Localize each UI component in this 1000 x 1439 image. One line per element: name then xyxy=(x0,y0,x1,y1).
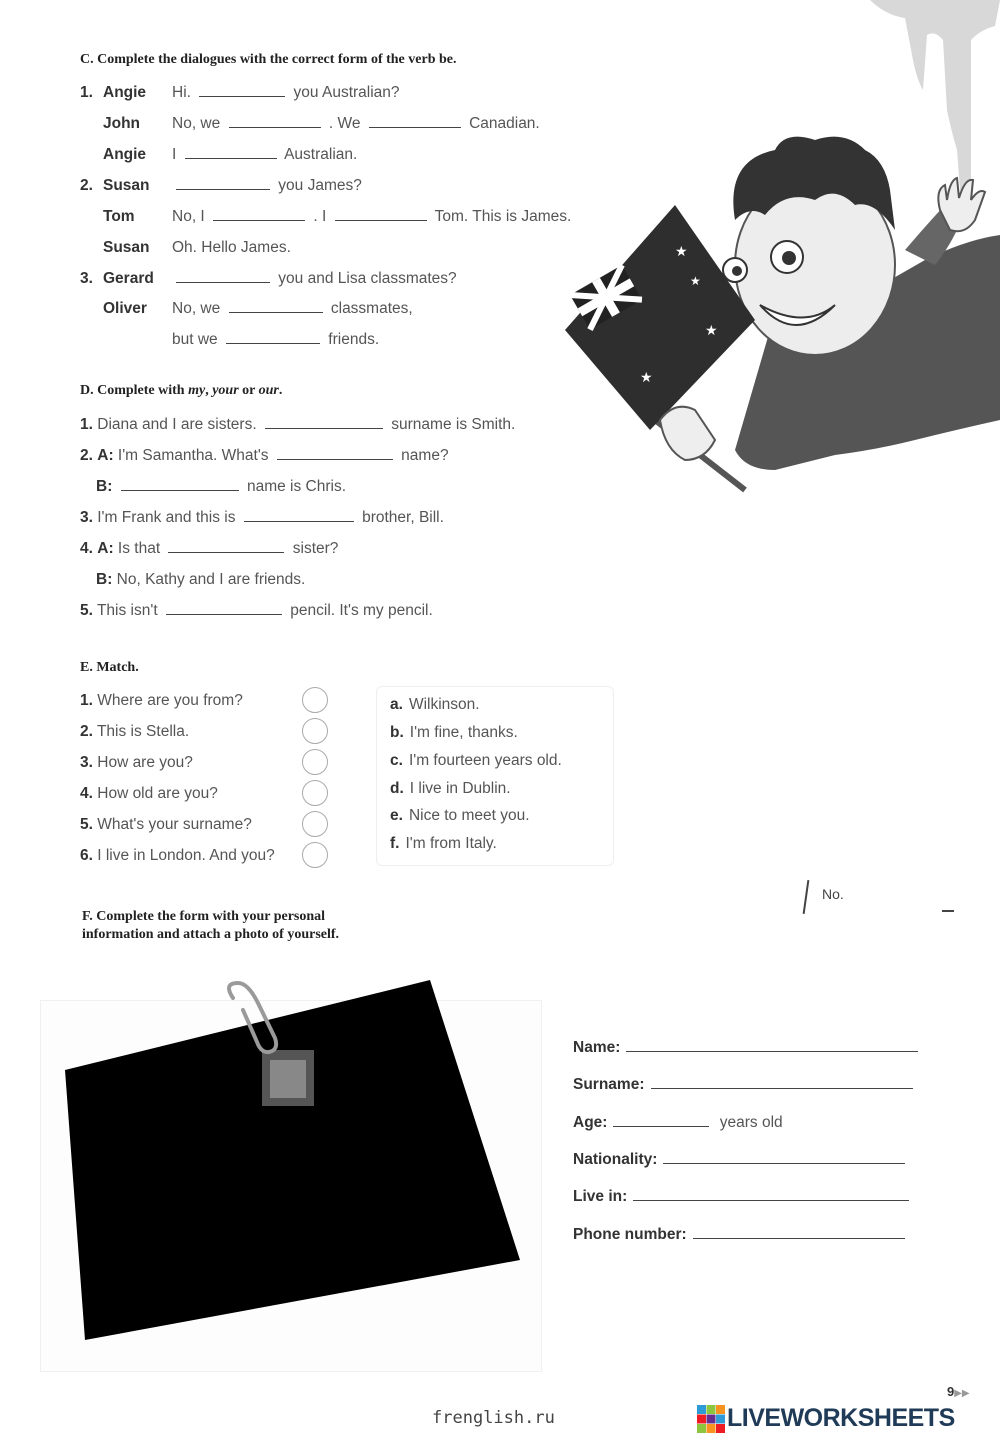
exercise-item xyxy=(96,478,346,496)
field-phone xyxy=(573,1226,905,1244)
answer-blank[interactable] xyxy=(335,219,427,221)
match-answer xyxy=(390,724,518,742)
match-answer xyxy=(390,807,530,825)
dialogue-speaker: Angie xyxy=(103,146,147,163)
field-nationality xyxy=(573,1151,905,1169)
answer-letter: f. xyxy=(390,835,400,852)
answer-letter: b. xyxy=(390,724,404,741)
item-number: 1. xyxy=(80,416,93,433)
section-f-heading xyxy=(82,908,339,944)
dialogue-text: classmates, xyxy=(326,300,413,317)
item-text: I'm Samantha. What's xyxy=(113,447,273,464)
dialogue-line xyxy=(172,239,291,257)
match-answer-circle[interactable] xyxy=(302,842,328,868)
answer-blank[interactable] xyxy=(176,281,270,283)
item-number: 4. xyxy=(80,540,93,557)
item-speaker: B: xyxy=(96,478,113,495)
answer-text: I'm fine, thanks. xyxy=(409,724,518,741)
svg-text:★: ★ xyxy=(675,244,688,260)
field-age-label: Age: xyxy=(573,1114,608,1131)
section-d-heading-or: or xyxy=(238,383,259,398)
dialogue-text: Canadian. xyxy=(464,115,540,132)
dialogue-text: you Australian? xyxy=(289,84,400,101)
answer-blank[interactable] xyxy=(229,311,323,313)
question-text: This is Stella. xyxy=(96,723,190,740)
answer-text: I live in Dublin. xyxy=(409,780,511,797)
dialogue-number: 3. xyxy=(80,270,93,287)
svg-text:★: ★ xyxy=(640,370,653,386)
item-text: No, Kathy and I are friends. xyxy=(112,571,306,588)
dialogue-text: No, I xyxy=(172,208,210,225)
answer-blank[interactable] xyxy=(176,188,270,190)
field-live-in xyxy=(573,1188,909,1206)
answer-text: I'm from Italy. xyxy=(405,835,497,852)
exercise-item xyxy=(96,571,305,589)
liveworksheets-brand-text: LIVEWORKSHEETS xyxy=(727,1404,955,1432)
match-answer-circle[interactable] xyxy=(302,718,328,744)
match-question xyxy=(80,847,275,865)
page-number xyxy=(947,1384,970,1399)
dialogue-speaker: Gerard xyxy=(103,270,154,287)
answer-text: I'm fourteen years old. xyxy=(408,752,562,769)
question-number: 6. xyxy=(80,847,93,864)
field-surname xyxy=(573,1076,913,1094)
section-d-heading-dot: . xyxy=(278,383,283,398)
next-arrows-icon: ▶▶ xyxy=(954,1388,970,1399)
dialogue-text: Hi. xyxy=(172,84,196,101)
field-nationality-line[interactable] xyxy=(663,1163,905,1164)
field-name-label: Name: xyxy=(573,1039,621,1056)
field-surname-label: Surname: xyxy=(573,1076,645,1093)
answer-blank[interactable] xyxy=(213,219,305,221)
dialogue-speaker: John xyxy=(103,115,141,132)
dialogue-text: Australian. xyxy=(280,146,358,163)
dialogue-speaker: Tom xyxy=(103,208,135,225)
section-c-heading: C. Complete the dialogues with the correct form of the verb be. xyxy=(80,52,457,67)
question-number: 2. xyxy=(80,723,93,740)
answer-blank[interactable] xyxy=(121,489,239,491)
answer-blank[interactable] xyxy=(229,126,321,128)
scribble-dash xyxy=(942,910,954,912)
boy-with-flag-illustration xyxy=(555,0,1000,500)
section-d-heading-prefix: D. Complete with xyxy=(80,383,189,398)
match-question xyxy=(80,816,252,834)
match-question xyxy=(80,785,218,803)
dialogue-line xyxy=(172,146,357,164)
item-text: I'm Frank and this is xyxy=(97,509,240,526)
item-text: brother, Bill. xyxy=(357,509,444,526)
answer-letter: a. xyxy=(390,696,403,713)
dialogue-text: you and Lisa classmates? xyxy=(274,270,457,287)
question-number: 3. xyxy=(80,754,93,771)
dialogue-text: . We xyxy=(324,115,365,132)
item-number: 2. xyxy=(80,447,93,464)
dialogue-text: friends. xyxy=(323,331,380,348)
answer-text: Nice to meet you. xyxy=(408,807,530,824)
question-number: 1. xyxy=(80,692,93,709)
answer-blank[interactable] xyxy=(244,520,354,522)
section-d-heading-comma: , xyxy=(205,383,213,398)
item-speaker: A: xyxy=(97,447,114,464)
question-text: How are you? xyxy=(97,754,193,771)
match-answer xyxy=(390,835,497,853)
dialogue-text: Oh. Hello James. xyxy=(172,239,291,256)
match-answer-circle[interactable] xyxy=(302,749,328,775)
dialogue-text: you James? xyxy=(274,177,362,194)
section-f-heading-line1: F. Complete the form with your personal xyxy=(82,909,326,924)
item-text: Diana and I are sisters. xyxy=(97,416,261,433)
field-name xyxy=(573,1039,918,1057)
item-text: sister? xyxy=(288,540,339,557)
section-d-heading-your: your xyxy=(212,383,239,398)
question-number: 5. xyxy=(80,816,93,833)
answer-blank[interactable] xyxy=(185,157,277,159)
dialogue-number: 1. xyxy=(80,84,93,101)
svg-text:★: ★ xyxy=(705,323,718,339)
match-answer xyxy=(390,780,511,798)
field-age xyxy=(573,1114,783,1132)
question-text: What's your surname? xyxy=(97,816,252,833)
field-age-suffix: years old xyxy=(719,1114,783,1131)
item-text: name? xyxy=(396,447,449,464)
field-name-line[interactable] xyxy=(626,1051,918,1052)
answer-letter: d. xyxy=(390,780,404,797)
dialogue-speaker: Oliver xyxy=(103,300,147,317)
field-live-in-line[interactable] xyxy=(633,1200,909,1201)
match-question xyxy=(80,723,189,741)
answer-blank[interactable] xyxy=(226,342,320,344)
field-live-in-label: Live in: xyxy=(573,1188,628,1205)
dialogue-line xyxy=(172,300,413,318)
scribble-mark xyxy=(803,880,810,914)
answer-blank[interactable] xyxy=(277,458,393,460)
match-answer xyxy=(390,696,480,714)
match-question xyxy=(80,692,243,710)
section-d-heading-my: my xyxy=(188,383,206,398)
dialogue-speaker: Susan xyxy=(103,177,150,194)
dialogue-line xyxy=(172,84,400,102)
dialogue-text: but we xyxy=(172,331,222,348)
exercise-item xyxy=(80,416,515,434)
dialogue-speaker: Susan xyxy=(103,239,150,256)
answer-blank[interactable] xyxy=(168,551,284,553)
dialogue-text: I xyxy=(172,146,181,163)
dialogue-text: . I xyxy=(309,208,331,225)
match-answer xyxy=(390,752,562,770)
answer-blank[interactable] xyxy=(369,126,461,128)
item-speaker: B: xyxy=(96,571,113,588)
question-number: 4. xyxy=(80,785,93,802)
liveworksheets-logo-icon xyxy=(697,1405,725,1433)
exercise-item xyxy=(80,509,444,527)
answer-blank[interactable] xyxy=(265,427,383,429)
answer-blank[interactable] xyxy=(199,95,285,97)
dialogue-text: No, we xyxy=(172,300,225,317)
section-e-heading: E. Match. xyxy=(80,660,139,675)
dialogue-line xyxy=(172,331,379,349)
dialogue-text: Tom. This is James. xyxy=(430,208,572,225)
item-text: name is Chris. xyxy=(242,478,347,495)
svg-text:★: ★ xyxy=(690,274,701,288)
photo-placeholder[interactable] xyxy=(60,975,530,1345)
match-answer-circle[interactable] xyxy=(302,780,328,806)
item-text: This isn't xyxy=(96,602,162,619)
page-number-value: 9 xyxy=(947,1384,955,1399)
liveworksheets-logo xyxy=(697,1404,955,1433)
question-text: How old are you? xyxy=(97,785,218,802)
dialogue-speaker: Angie xyxy=(103,84,147,101)
item-text: surname is Smith. xyxy=(386,416,516,433)
dialogue-line xyxy=(172,115,540,133)
field-age-line[interactable] xyxy=(613,1126,709,1127)
section-d-heading-our: our xyxy=(258,383,279,398)
item-text: pencil. It's my pencil. xyxy=(285,602,433,619)
section-f-heading-line2: information and attach a photo of yourself. xyxy=(82,927,340,942)
match-answer-circle[interactable] xyxy=(302,811,328,837)
field-nationality-label: Nationality: xyxy=(573,1151,658,1168)
item-text: Is that xyxy=(113,540,165,557)
answer-text: Wilkinson. xyxy=(408,696,480,713)
exercise-item xyxy=(80,602,433,620)
match-answer-circle[interactable] xyxy=(302,687,328,713)
field-surname-line[interactable] xyxy=(651,1088,913,1089)
exercise-item xyxy=(80,447,449,465)
dialogue-text: No, we xyxy=(172,115,225,132)
section-d-heading xyxy=(80,383,282,399)
answer-blank[interactable] xyxy=(166,613,282,615)
paperclip-icon xyxy=(213,978,293,1058)
dialogue-line xyxy=(172,270,457,288)
question-text: I live in London. And you? xyxy=(97,847,275,864)
item-number: 3. xyxy=(80,509,93,526)
answer-letter: e. xyxy=(390,807,403,824)
item-text xyxy=(112,478,116,495)
question-text: Where are you from? xyxy=(97,692,243,709)
dialogue-line xyxy=(172,177,362,195)
item-speaker: A: xyxy=(97,540,114,557)
dialogue-line xyxy=(172,208,571,226)
exercise-item xyxy=(80,540,338,558)
answer-letter: c. xyxy=(390,752,403,769)
match-question xyxy=(80,754,193,772)
item-number: 5. xyxy=(80,602,93,619)
field-phone-label: Phone number: xyxy=(573,1226,687,1243)
field-phone-line[interactable] xyxy=(693,1238,905,1239)
watermark-text: frenglish.ru xyxy=(432,1408,555,1428)
scribble-text: No. xyxy=(822,886,844,902)
dialogue-number: 2. xyxy=(80,177,93,194)
